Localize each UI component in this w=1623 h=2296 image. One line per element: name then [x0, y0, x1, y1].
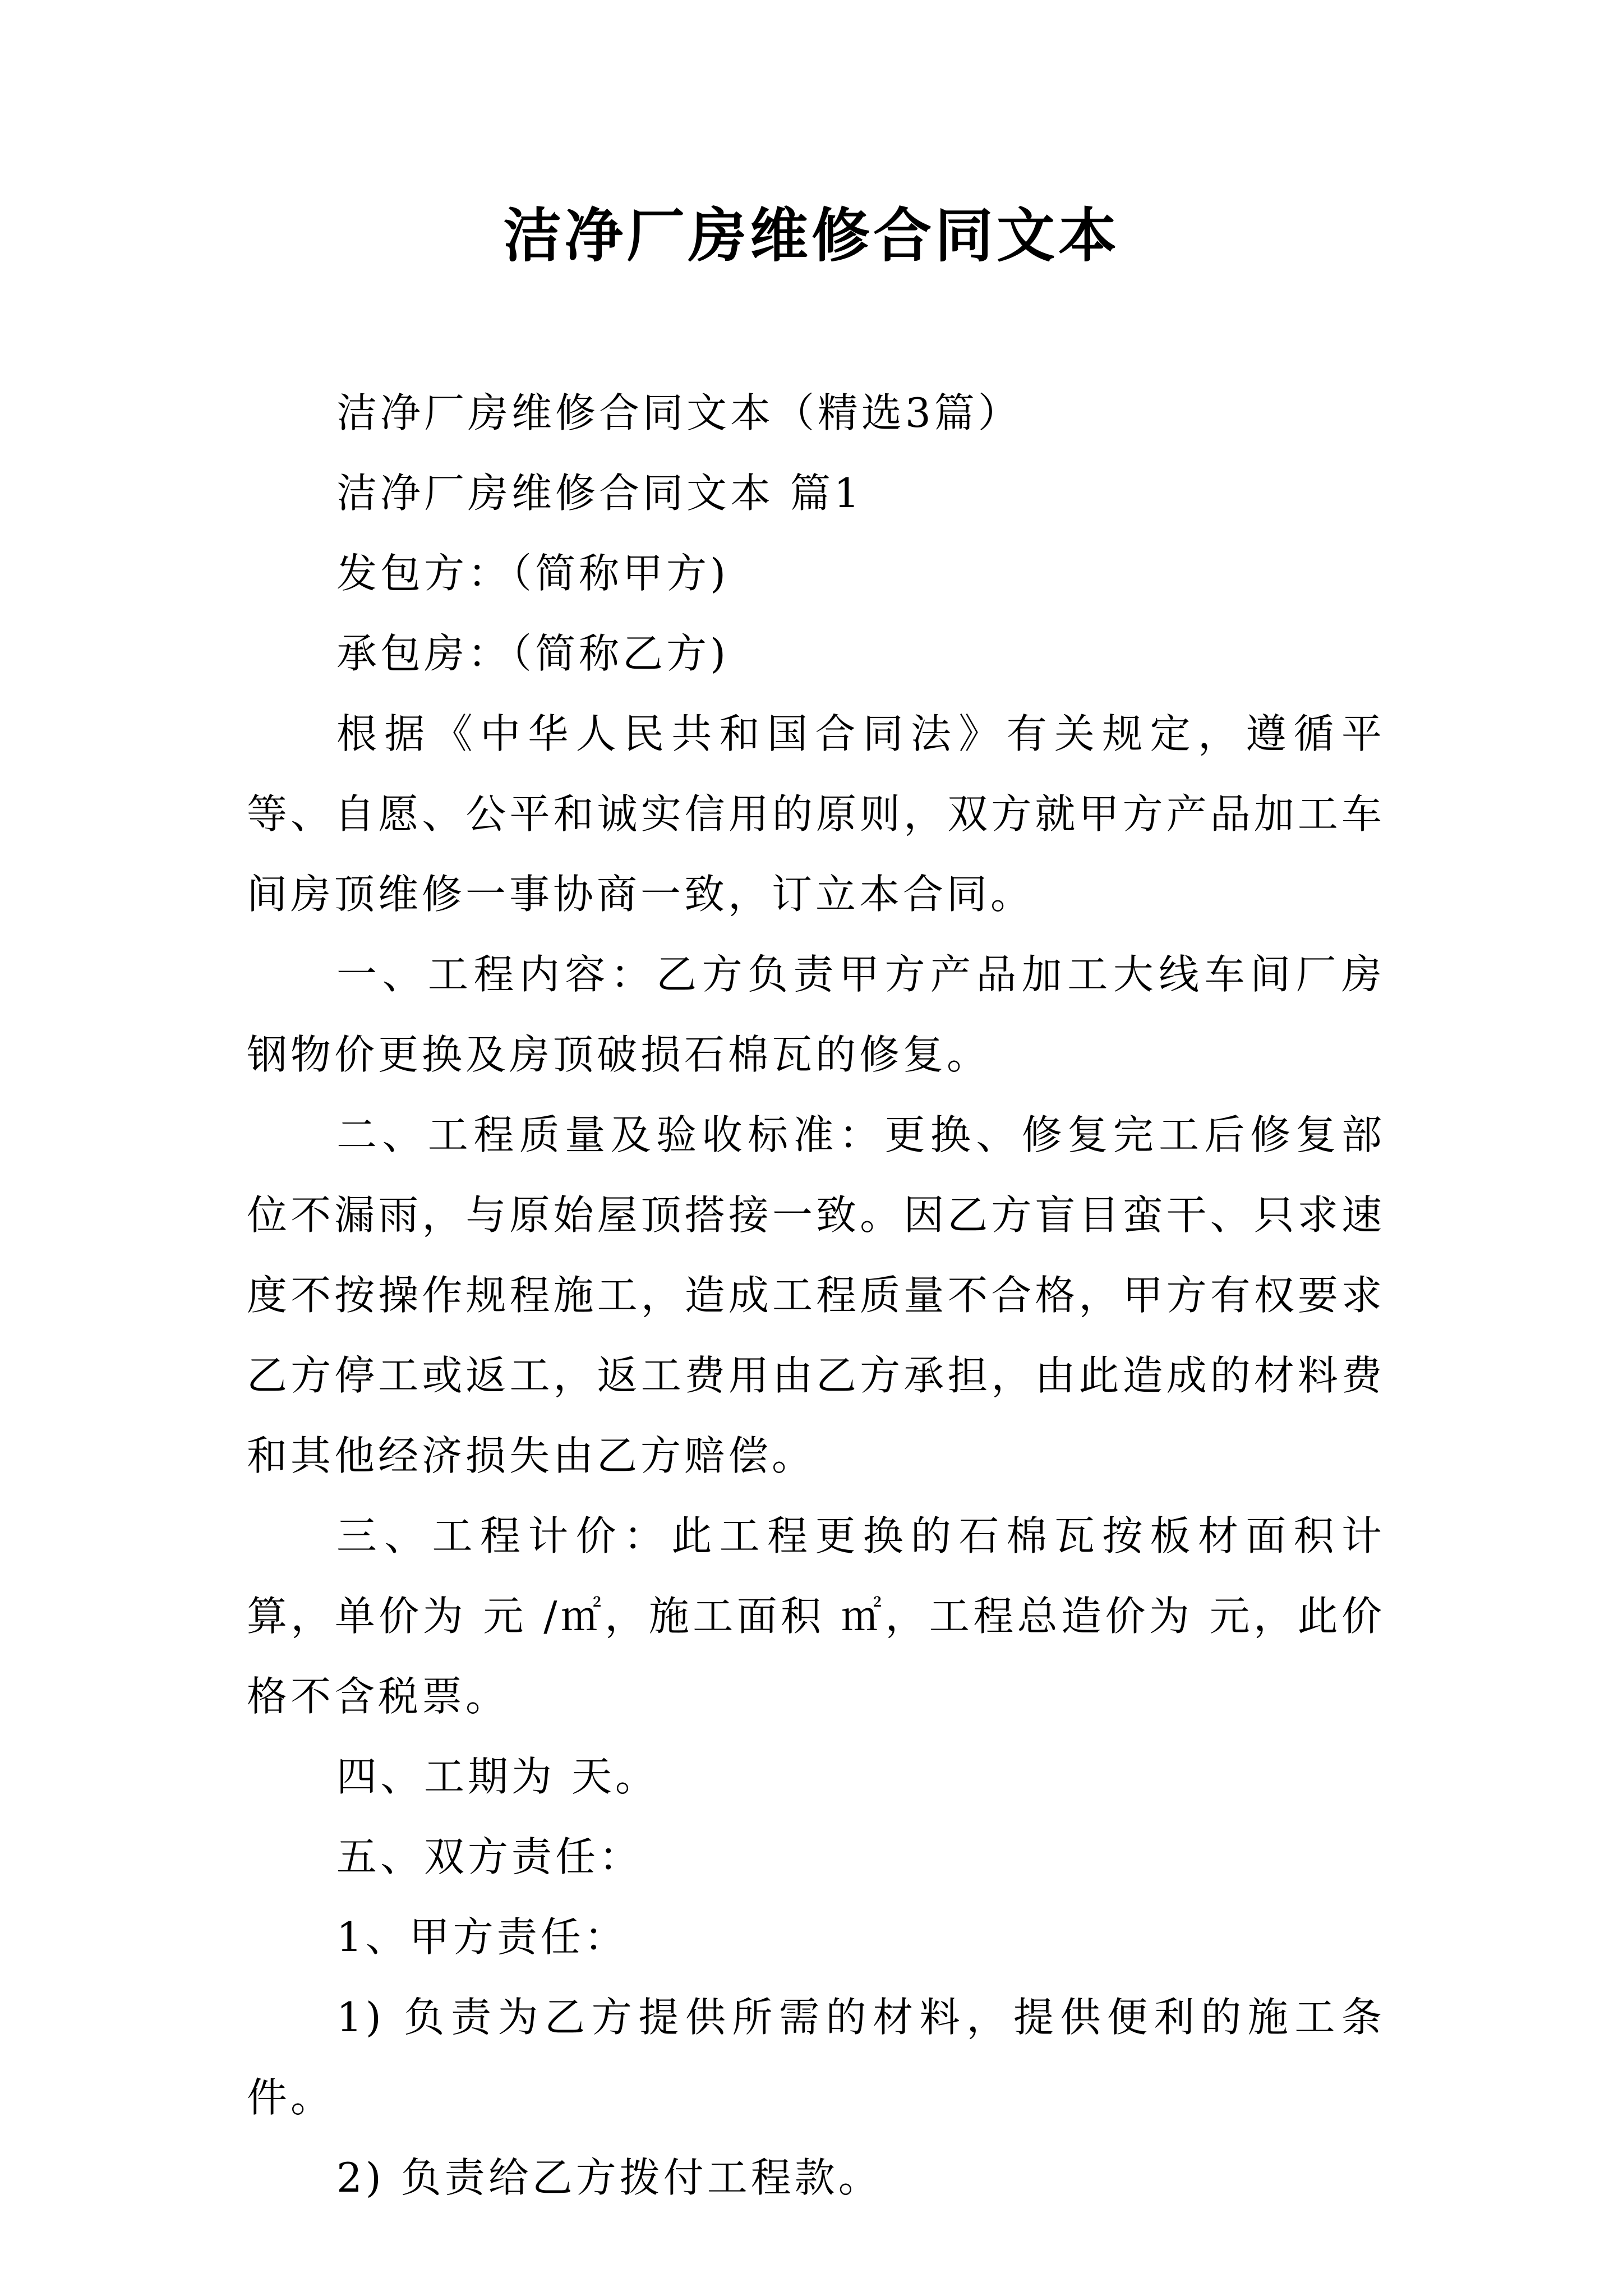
- paragraph-clause-4: 四、工期为 天。: [336, 1753, 659, 1800]
- paragraph-clause-2: 二、工程质量及验收标准：更换、修复完工后修复部位不漏雨，与原始屋顶搭接一致。因乙方盲目蛮干、只求速度不按操作规程施工，造成工程质量不合格，甲方有权要求乙方停工或返工，返工费用由乙方承担，由此造成的材料费和其他经济损失由乙方赔偿。: [247, 1111, 1385, 1479]
- paragraph-party-a: 发包方：（简称甲方): [336, 550, 730, 597]
- paragraph-duty-1: 1) 负责为乙方提供所需的材料，提供便利的施工条件。: [247, 1994, 1385, 2121]
- paragraph-clause-5: 五、双方责任：: [336, 1833, 643, 1880]
- paragraph-duty-2: 2) 负责给乙方拨付工程款。: [336, 2154, 882, 2201]
- paragraph-subtitle: 洁净厂房维修合同文本（精选3篇）: [336, 389, 1022, 436]
- paragraph-section-heading: 洁净厂房维修合同文本 篇1: [336, 470, 863, 517]
- paragraph-preamble: 根据《中华人民共和国合同法》有关规定，遵循平等、自愿、公平和诚实信用的原则，双方就甲方产品加工车间房顶维修一事协商一致，订立本合同。: [247, 710, 1385, 918]
- paragraph-clause-3: 三、工程计价：此工程更换的石棉瓦按板材面积计算，单价为 元 /㎡，施工面积 ㎡，工程总造价为 元，此价格不含税票。: [247, 1512, 1385, 1720]
- paragraph-clause-1: 一、工程内容：乙方负责甲方产品加工大线车间厂房钢物价更换及房顶破损石棉瓦的修复。: [247, 951, 1385, 1078]
- paragraph-party-a-duties: 1、甲方责任：: [336, 1913, 628, 1961]
- document-body: [247, 373, 1385, 2218]
- document-title: 洁净厂房维修合同文本: [502, 201, 1120, 270]
- paragraph-party-b: 承包房：（简称乙方): [336, 630, 730, 677]
